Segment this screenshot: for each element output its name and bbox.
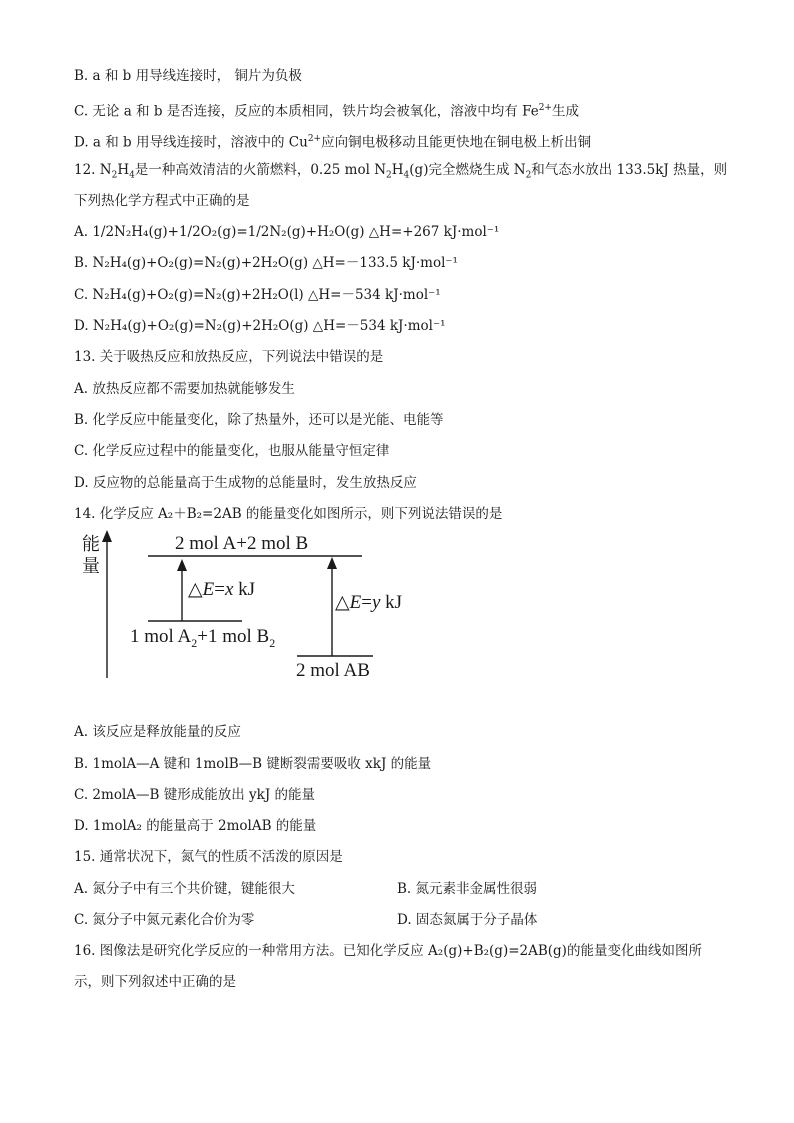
equals: = — [361, 592, 372, 613]
reactants-sub: 2 — [191, 636, 198, 650]
delta-symbol: △ — [188, 579, 203, 600]
question-12-line2: 下列热化学方程式中正确的是 — [74, 193, 250, 209]
q12-part: 和气态水放出 133.5kJ 热量，则 — [531, 162, 728, 178]
equals: = — [214, 579, 225, 600]
option-15D: D. 固态氮属于分子晶体 — [397, 912, 538, 928]
q12-part: 12. N — [74, 162, 112, 178]
unit: kJ — [380, 592, 403, 613]
energy-axis-arrowhead — [102, 530, 112, 542]
var-x: x — [224, 579, 234, 600]
arrow-x-head — [177, 559, 187, 571]
level-product-label: 2 mol AB — [296, 660, 370, 681]
option-12B: B. N₂H₄(g)+O₂(g)=N₂(g)+2H₂O(g) △H=－133.5 kJ·mol⁻¹ — [74, 255, 458, 271]
option-13A: A. 放热反应都不需要加热就能够发生 — [74, 381, 295, 397]
cu-charge: 2+ — [307, 134, 322, 144]
sub: 4 — [129, 170, 135, 181]
level-top-label: 2 mol A+2 mol B — [175, 533, 309, 554]
sub: 2 — [525, 170, 532, 181]
option-12D: D. N₂H₄(g)+O₂(g)=N₂(g)+2H₂O(g) △H=－534 kJ·mol⁻¹ — [74, 318, 446, 334]
reactants-b: +1 mol B — [197, 626, 270, 647]
reactants-sub-b: 2 — [269, 636, 276, 650]
option-15A: A. 氮分子中有三个共价键，键能很大 — [74, 881, 295, 897]
option-11C-text: C. 无论 a 和 b 是否连接，反应的本质相同，铁片均会被氧化，溶液中均有 Fe — [74, 103, 539, 120]
fe-charge: 2+ — [538, 103, 552, 113]
arrow-y-head — [327, 557, 337, 569]
option-12A: A. 1/2N₂H₄(g)+1/2O₂(g)=1/2N₂(g)+H₂O(g) △H=+267 kJ·mol⁻¹ — [74, 224, 500, 240]
q12-part: 是一种高效清洁的火箭燃料，0.25 mol N — [134, 162, 387, 178]
sub: 2 — [386, 170, 392, 181]
reactants-a: 1 mol A — [130, 626, 192, 647]
option-14C: C. 2molA—B 键形成能放出 ykJ 的能量 — [74, 787, 316, 803]
option-14D: D. 1molA₂ 的能量高于 2molAB 的能量 — [74, 818, 317, 834]
option-15B: B. 氮元素非金属性很弱 — [397, 881, 538, 897]
unit: kJ — [233, 579, 256, 600]
sub: 4 — [403, 170, 410, 181]
question-15: 15. 通常状况下，氮气的性质不活泼的原因是 — [74, 849, 343, 865]
question-14: 14. 化学反应 A₂＋B₂=2AB 的能量变化如图所示，则下列说法错误的是 — [74, 506, 503, 522]
q12-part: H — [391, 162, 404, 178]
energy-axis-label-1: 能 — [82, 534, 100, 554]
var-y: y — [371, 592, 381, 613]
option-11C-tail: 生成 — [551, 103, 579, 120]
option-14A: A. 该反应是释放能量的反应 — [74, 724, 241, 740]
label-dE-y — [335, 592, 402, 613]
energy-symbol: E — [202, 579, 215, 600]
question-16-line2: 示，则下列叙述中正确的是 — [74, 974, 236, 990]
option-12C: C. N₂H₄(g)+O₂(g)=N₂(g)+2H₂O(l) △H=－534 kJ·mol⁻¹ — [74, 287, 441, 303]
sub: 2 — [111, 170, 118, 181]
option-13B: B. 化学反应中能量变化，除了热量外，还可以是光能、电能等 — [74, 412, 444, 428]
q12-part: (g)完全燃烧生成 N — [409, 162, 526, 178]
level-reactants-label — [130, 626, 275, 650]
option-11B: B. a 和 b 用导线连接时， 铜片为负极 — [74, 68, 302, 84]
option-11D-tail: 应向铜电极移动且能更快地在铜电极上析出铜 — [321, 134, 592, 151]
option-15C: C. 氮分子中氮元素化合价为零 — [74, 912, 255, 928]
option-11D-text: D. a 和 b 用导线连接时，溶液中的 Cu — [74, 134, 308, 151]
question-16: 16. 图像法是研究化学反应的一种常用方法。已知化学反应 A₂(g)+B₂(g)=2AB(g)的能量变化曲线如图所 — [74, 943, 702, 959]
label-dE-x — [188, 579, 255, 600]
option-14B: B. 1molA—A 键和 1molB—B 键断裂需要吸收 xkJ 的能量 — [74, 756, 432, 772]
option-13C: C. 化学反应过程中的能量变化，也服从能量守恒定律 — [74, 443, 390, 459]
option-13D: D. 反应物的总能量高于生成物的总能量时，发生放热反应 — [74, 475, 417, 491]
delta-symbol: △ — [335, 592, 350, 613]
energy-symbol: E — [349, 592, 362, 613]
question-13: 13. 关于吸热反应和放热反应，下列说法中错误的是 — [74, 349, 384, 365]
energy-axis-label-2: 量 — [82, 556, 100, 576]
q12-part: H — [117, 162, 130, 178]
